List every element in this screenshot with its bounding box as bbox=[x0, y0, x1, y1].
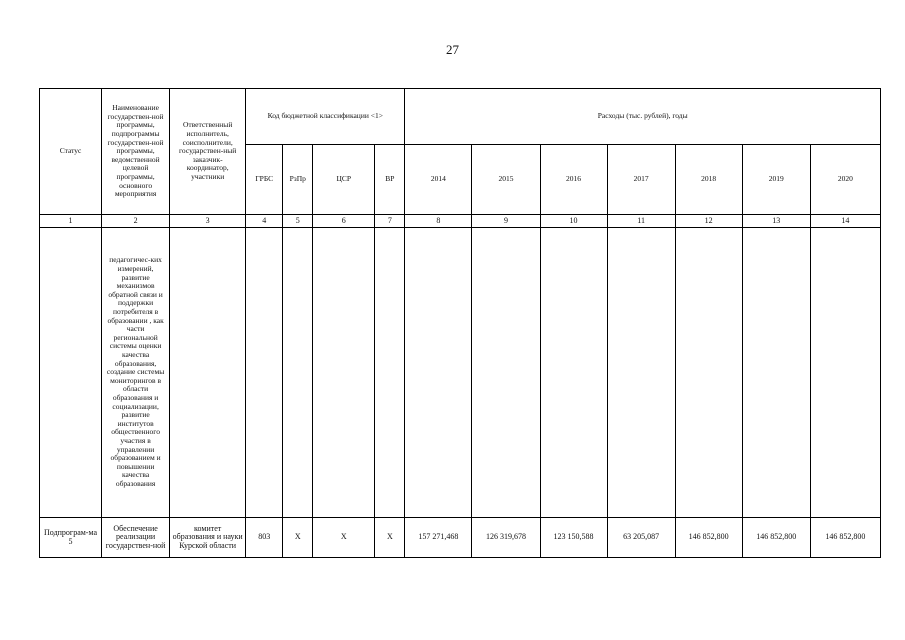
row-value-2019: 146 852,800 bbox=[742, 518, 810, 558]
row-value-2018: 146 852,800 bbox=[675, 518, 742, 558]
cell-empty bbox=[283, 228, 313, 518]
column-number: 6 bbox=[313, 215, 375, 228]
cell-empty bbox=[742, 228, 810, 518]
column-number: 3 bbox=[170, 215, 246, 228]
column-numbers-row bbox=[40, 215, 881, 228]
row-value-2015: 126 319,678 bbox=[472, 518, 540, 558]
budget-table bbox=[39, 88, 881, 558]
row-value-2020: 146 852,800 bbox=[810, 518, 880, 558]
cell-empty bbox=[540, 228, 607, 518]
cell-empty bbox=[607, 228, 675, 518]
header-year: 2019 bbox=[742, 145, 810, 215]
cell-empty bbox=[313, 228, 375, 518]
header-year: 2016 bbox=[540, 145, 607, 215]
row-rzpr: Х bbox=[283, 518, 313, 558]
cell-status-empty bbox=[40, 228, 102, 518]
cell-empty bbox=[170, 228, 246, 518]
column-number: 11 bbox=[607, 215, 675, 228]
header-code-grbs: ГРБС bbox=[246, 145, 283, 215]
column-number: 5 bbox=[283, 215, 313, 228]
subprogram-row bbox=[40, 518, 881, 558]
cell-empty bbox=[246, 228, 283, 518]
continuation-name: педагогичес-ких измерений, развитие механизмов обратной связи и поддержки потребителя в образовании , как части региональной системы оценки качества образования, создание системы мониторингов в области образования и социализации, развитие институтов общественного участия в управлении образованием и повышении качества образования bbox=[102, 228, 170, 518]
column-number: 14 bbox=[810, 215, 880, 228]
row-csr: Х bbox=[313, 518, 375, 558]
header-budget-code: Код бюджетной классификации <1> bbox=[246, 89, 405, 145]
row-value-2017: 63 205,087 bbox=[607, 518, 675, 558]
column-number: 12 bbox=[675, 215, 742, 228]
column-number: 1 bbox=[40, 215, 102, 228]
header-year: 2017 bbox=[607, 145, 675, 215]
header-year: 2014 bbox=[405, 145, 472, 215]
header-code-csr: ЦСР bbox=[313, 145, 375, 215]
cell-empty bbox=[375, 228, 405, 518]
cell-empty bbox=[405, 228, 472, 518]
header-code-vr: ВР bbox=[375, 145, 405, 215]
header-responsible: Ответственный исполнитель, соисполнители, государствен-ный заказчик-координатор, участники bbox=[170, 89, 246, 215]
cell-empty bbox=[810, 228, 880, 518]
column-number: 9 bbox=[472, 215, 540, 228]
page-number: 27 bbox=[446, 42, 459, 57]
row-status: Подпрограм-ма 5 bbox=[40, 518, 102, 558]
row-responsible: комитет образования и науки Курской области bbox=[170, 518, 246, 558]
header-status: Статус bbox=[40, 89, 102, 215]
header-name: Наименование государствен-ной программы, подпрограммы государствен-ной программы, ведомственной целевой программы, основного мероприятия bbox=[102, 89, 170, 215]
row-value-2014: 157 271,468 bbox=[405, 518, 472, 558]
column-number: 8 bbox=[405, 215, 472, 228]
column-number: 4 bbox=[246, 215, 283, 228]
header-expenses: Расходы (тыс. рублей), годы bbox=[405, 89, 881, 145]
column-number: 2 bbox=[102, 215, 170, 228]
continuation-row bbox=[40, 228, 881, 518]
row-name: Обеспечение реализации государствен-ной bbox=[102, 518, 170, 558]
row-vr: Х bbox=[375, 518, 405, 558]
row-grbs: 803 bbox=[246, 518, 283, 558]
row-value-2016: 123 150,588 bbox=[540, 518, 607, 558]
column-number: 7 bbox=[375, 215, 405, 228]
header-year: 2018 bbox=[675, 145, 742, 215]
column-number: 10 bbox=[540, 215, 607, 228]
cell-empty bbox=[675, 228, 742, 518]
cell-empty bbox=[472, 228, 540, 518]
column-number: 13 bbox=[742, 215, 810, 228]
header-year: 2015 bbox=[472, 145, 540, 215]
header-code-rzpr: РзПр bbox=[283, 145, 313, 215]
header-row-1 bbox=[40, 89, 881, 145]
header-year: 2020 bbox=[810, 145, 880, 215]
